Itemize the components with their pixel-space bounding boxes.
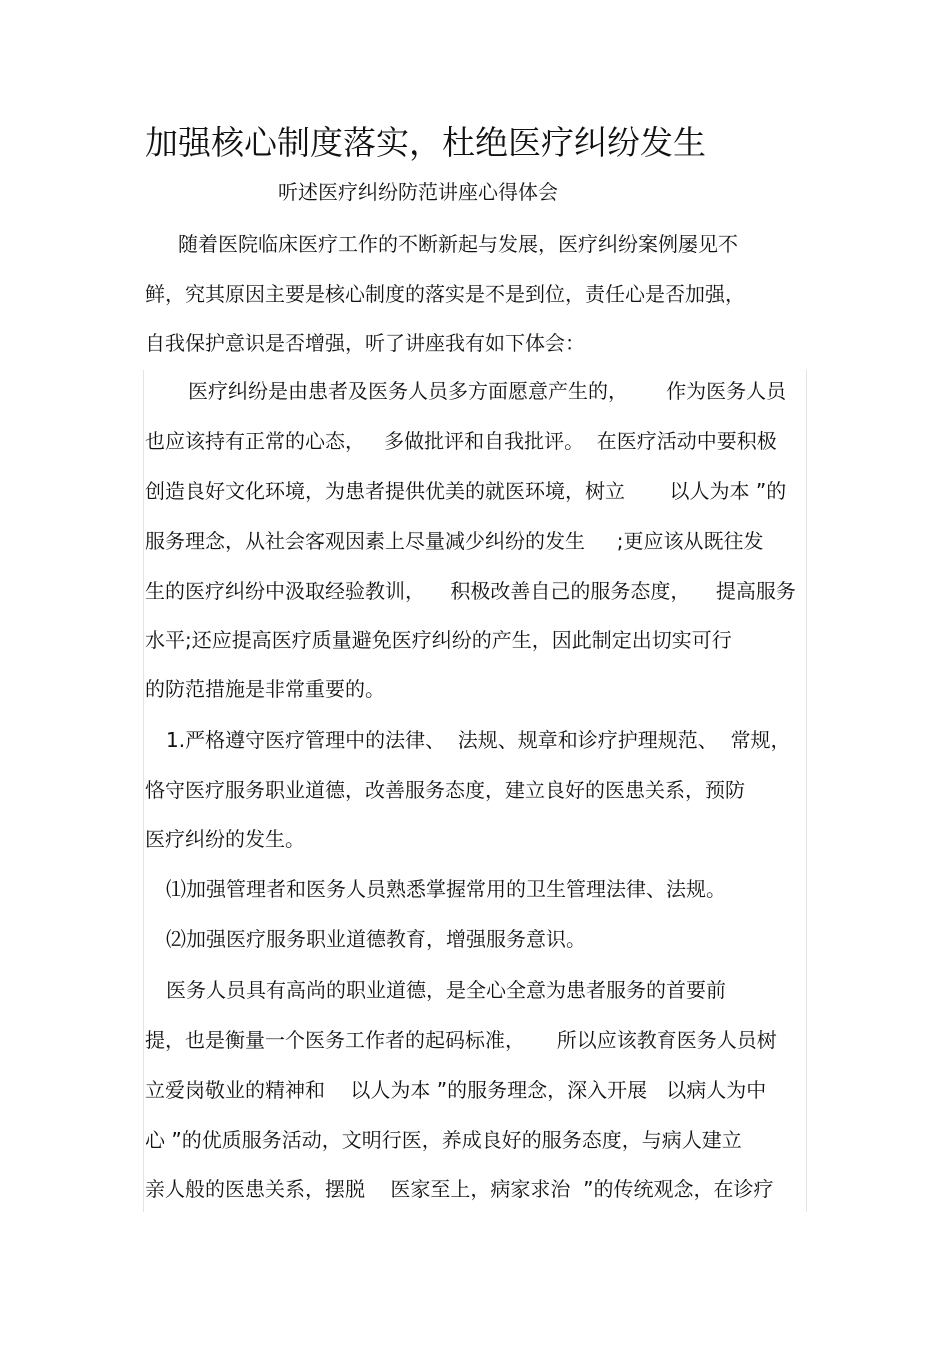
body-line-15: ⑵加强医疗服务职业道德教育，增强服务意识。 — [166, 927, 586, 951]
body-line-14: ⑴加强管理者和医务人员熟悉掌握常用的卫生管理法律、法规。 — [166, 877, 726, 901]
body-line-11: 1.严格遵守医疗管理中的法律、 法规、规章和诊疗护理规范、 常规， — [166, 728, 791, 752]
frame-border-left — [143, 370, 144, 1212]
body-line-7: 服务理念，从社会客观因素上尽量减少纠纷的发生 ;更应该从既往发 — [145, 529, 764, 553]
body-line-8: 生的医疗纠纷中汲取经验教训， 积极改善自己的服务态度， 提高服务 — [145, 579, 796, 603]
body-line-5: 也应该持有正常的心态， 多做批评和自我批评。 在医疗活动中要积极 — [145, 429, 777, 453]
body-line-6: 创造良好文化环境，为患者提供优美的就医环境，树立 以人为本 ”的 — [145, 479, 787, 503]
body-line-18: 立爱岗敬业的精神和 以人为本 ”的服务理念，深入开展 以病人为中 — [145, 1078, 767, 1102]
body-line-20: 亲人般的医患关系，摆脱 医家至上，病家求治 ”的传统观念，在诊疗 — [145, 1177, 774, 1201]
page-subtitle: 听述医疗纠纷防范讲座心得体会 — [278, 180, 558, 204]
frame-border-right — [806, 370, 807, 1212]
body-line-17: 提，也是衡量一个医务工作者的起码标准， 所以应该教育医务人员树 — [145, 1028, 777, 1052]
body-line-4: 医疗纠纷是由患者及医务人员多方面愿意产生的， 作为医务人员 — [188, 379, 787, 403]
body-line-2: 鲜，究其原因主要是核心制度的落实是不是到位，责任心是否加强， — [145, 282, 745, 306]
body-line-19: 心 ”的优质服务活动，文明行医，养成良好的服务态度，与病人建立 — [145, 1128, 742, 1152]
body-line-1: 随着医院临床医疗工作的不断新起与发展，医疗纠纷案例屡见不 — [178, 232, 738, 256]
body-line-13: 医疗纠纷的发生。 — [145, 827, 305, 851]
body-line-10: 的防范措施是非常重要的。 — [145, 677, 385, 701]
body-line-3: 自我保护意识是否增强，听了讲座我有如下体会： — [145, 331, 585, 355]
page-title: 加强核心制度落实，杜绝医疗纠纷发生 — [145, 123, 706, 162]
body-line-9: 水平;还应提高医疗质量避免医疗纠纷的产生，因此制定出切实可行 — [145, 628, 732, 652]
body-line-16: 医务人员具有高尚的职业道德，是全心全意为患者服务的首要前 — [166, 978, 726, 1002]
body-line-12: 恪守医疗服务职业道德，改善服务态度，建立良好的医患关系，预防 — [145, 778, 745, 802]
